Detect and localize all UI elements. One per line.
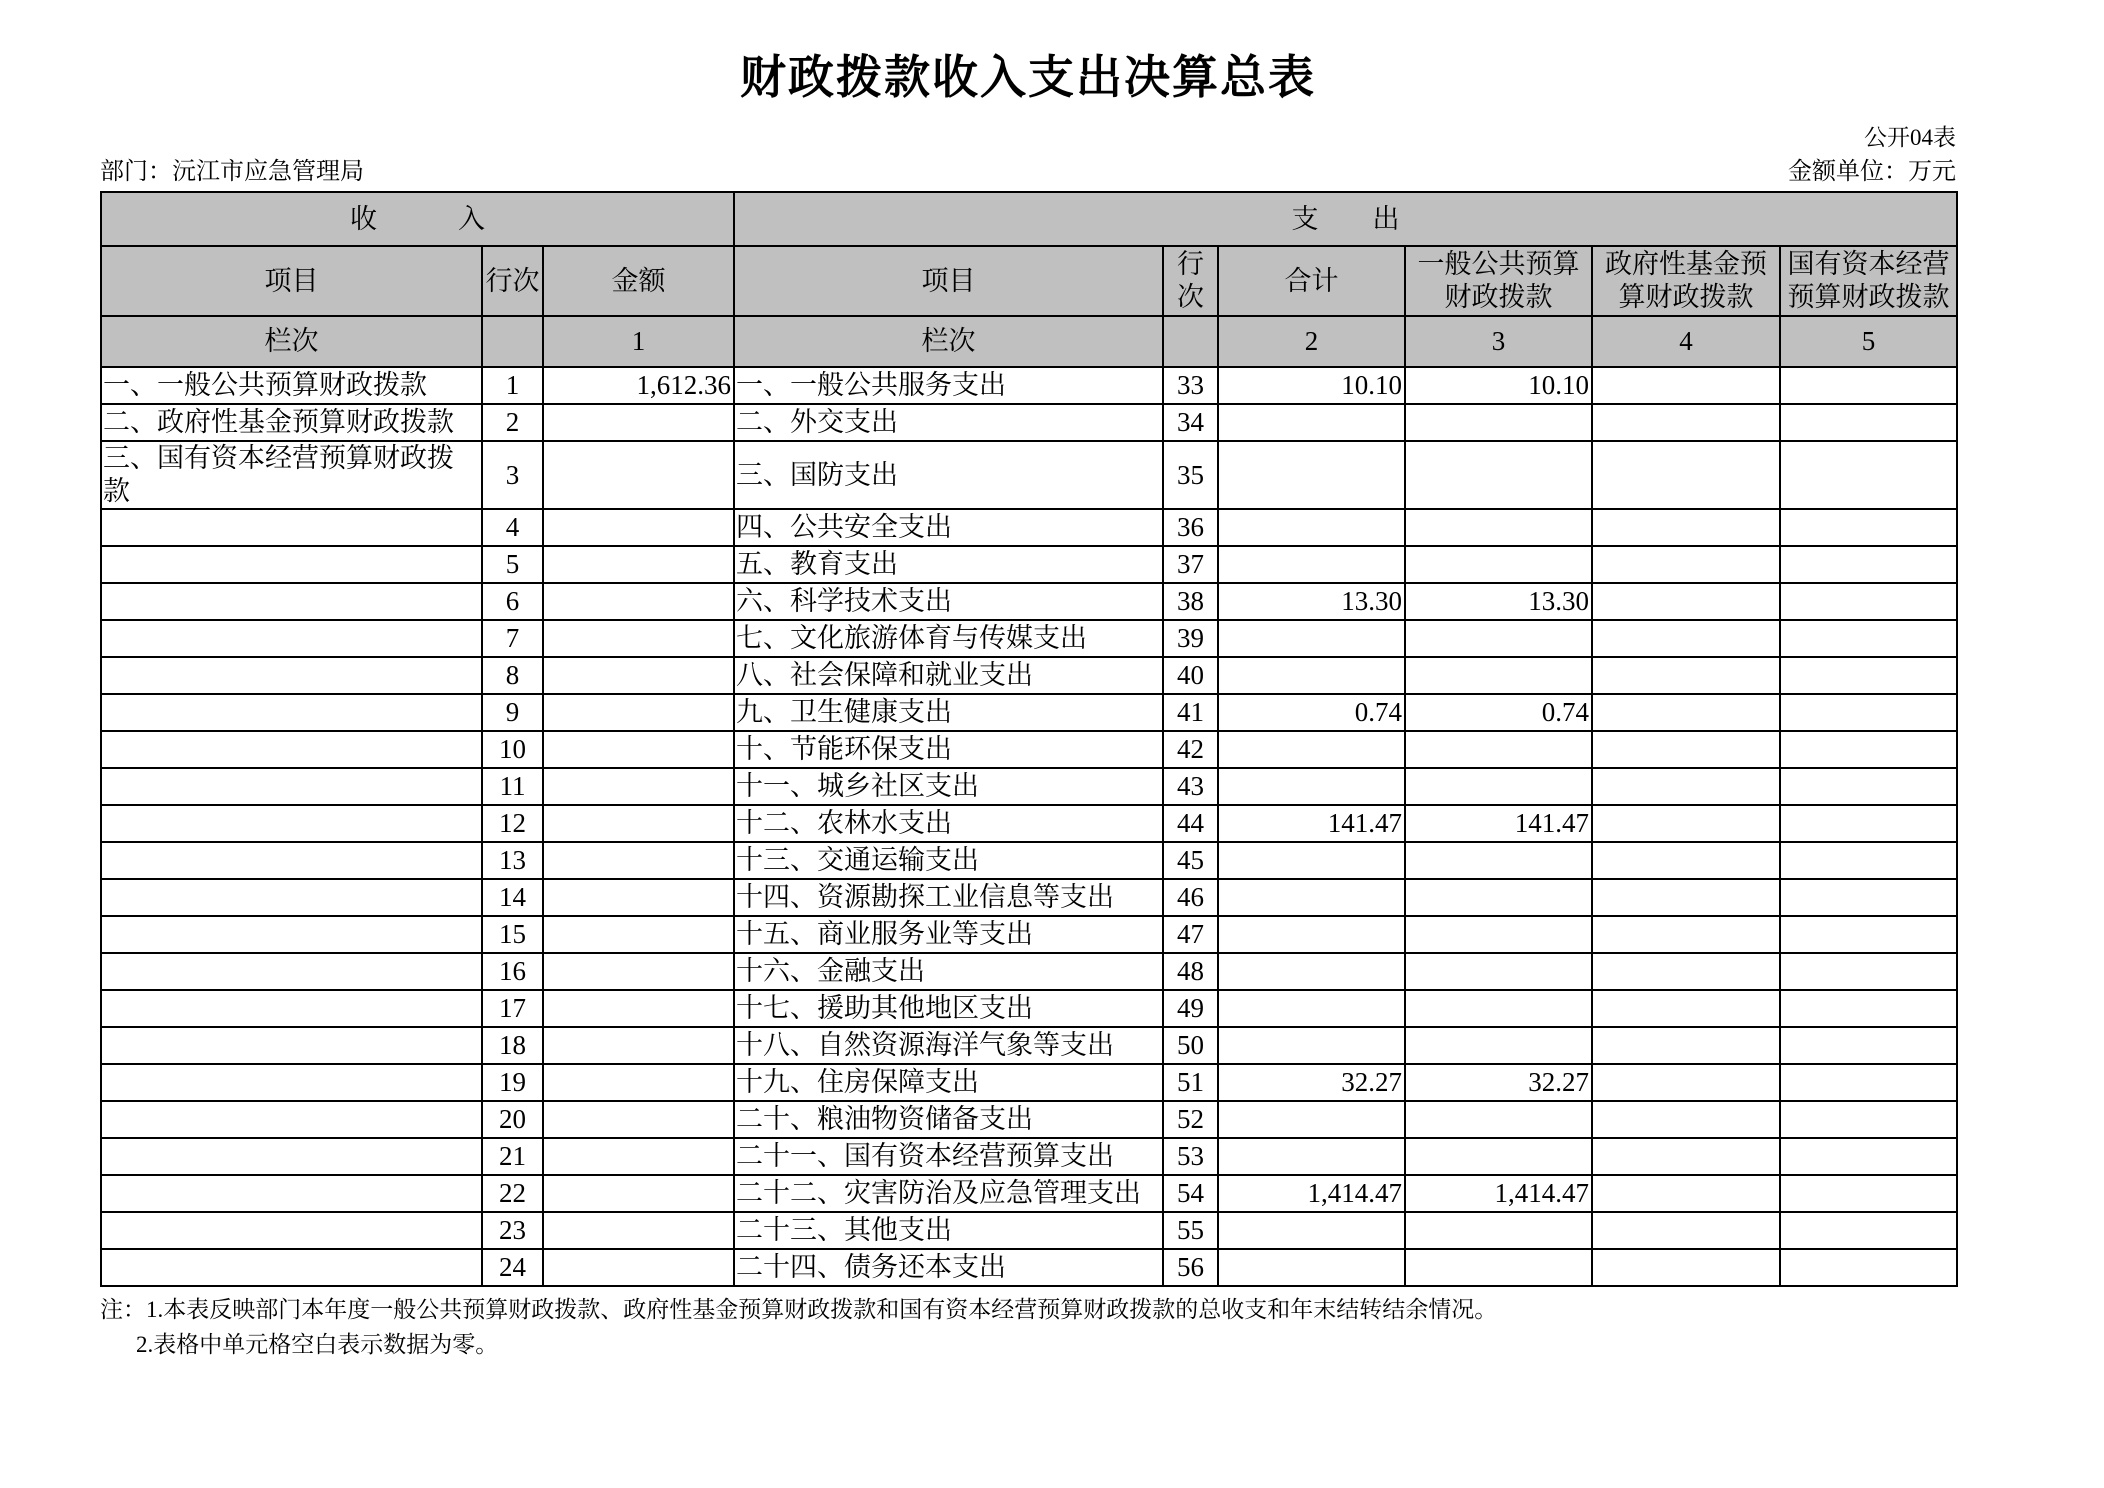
gov-fund-cell [1592, 731, 1780, 768]
table-row [101, 546, 1957, 583]
state-capital-cell [1780, 990, 1957, 1027]
expense-line-cell: 36 [1163, 509, 1218, 546]
gov-fund-cell [1592, 916, 1780, 953]
income-line-cell: 14 [482, 879, 543, 916]
general-budget-cell [1405, 546, 1592, 583]
income-item-cell [101, 694, 482, 731]
income-item-cell [101, 657, 482, 694]
state-capital-cell [1780, 731, 1957, 768]
expense-item-cell: 五、教育支出 [734, 546, 1163, 583]
table-header [101, 192, 1957, 367]
gov-fund-cell [1592, 620, 1780, 657]
general-budget-cell: 141.47 [1405, 805, 1592, 842]
expense-item-cell: 十八、自然资源海洋气象等支出 [734, 1027, 1163, 1064]
table-row [101, 404, 1957, 441]
income-line-cell: 8 [482, 657, 543, 694]
table-row [101, 367, 1957, 404]
table-row [101, 1138, 1957, 1175]
general-budget-cell [1405, 657, 1592, 694]
table-row [101, 879, 1957, 916]
gov-fund-cell [1592, 1175, 1780, 1212]
gov-fund-cell [1592, 1212, 1780, 1249]
expense-item-cell: 十四、资源勘探工业信息等支出 [734, 879, 1163, 916]
general-budget-cell [1405, 441, 1592, 509]
income-line-cell: 16 [482, 953, 543, 990]
gov-fund-cell [1592, 768, 1780, 805]
table-row [101, 768, 1957, 805]
expense-line-cell: 47 [1163, 916, 1218, 953]
state-capital-cell [1780, 1249, 1957, 1286]
income-item-cell [101, 1249, 482, 1286]
income-line-cell: 24 [482, 1249, 543, 1286]
gov-fund-cell [1592, 546, 1780, 583]
state-capital-cell [1780, 1064, 1957, 1101]
total-cell [1218, 731, 1405, 768]
page-title: 财政拨款收入支出决算总表 [740, 52, 1316, 103]
total-header: 合计 [1218, 246, 1405, 316]
income-item-cell [101, 990, 482, 1027]
general-budget-cell [1405, 1027, 1592, 1064]
total-cell [1218, 842, 1405, 879]
expense-item-cell: 二十一、国有资本经营预算支出 [734, 1138, 1163, 1175]
col-index-2: 2 [1218, 316, 1405, 367]
table-code: 公开04表 [1864, 125, 1956, 151]
table-row [101, 1101, 1957, 1138]
income-item-cell [101, 731, 482, 768]
state-capital-cell [1780, 953, 1957, 990]
table-row [101, 620, 1957, 657]
expense-line-cell: 51 [1163, 1064, 1218, 1101]
expense-item-cell: 十九、住房保障支出 [734, 1064, 1163, 1101]
income-item-cell [101, 1212, 482, 1249]
income-amount-cell [543, 879, 734, 916]
unit-label: 金额单位：万元 [1788, 159, 1956, 186]
expense-item-cell: 二十三、其他支出 [734, 1212, 1163, 1249]
total-cell: 13.30 [1218, 583, 1405, 620]
income-line-cell: 20 [482, 1101, 543, 1138]
state-capital-cell [1780, 879, 1957, 916]
income-amount-cell [543, 1027, 734, 1064]
expense-group-header: 支 出 [734, 192, 1957, 246]
income-line-cell: 5 [482, 546, 543, 583]
table-row [101, 694, 1957, 731]
state-capital-cell [1780, 805, 1957, 842]
general-budget-cell [1405, 1212, 1592, 1249]
expense-item-cell: 六、科学技术支出 [734, 583, 1163, 620]
general-budget-cell: 0.74 [1405, 694, 1592, 731]
income-line-cell: 3 [482, 441, 543, 509]
income-line-cell: 15 [482, 916, 543, 953]
col-index-4: 4 [1592, 316, 1780, 367]
group-header-row [101, 192, 1957, 246]
income-amount-cell [543, 1249, 734, 1286]
income-group-header: 收 入 [101, 192, 734, 246]
general-budget-cell [1405, 916, 1592, 953]
expense-line-cell: 43 [1163, 768, 1218, 805]
total-cell [1218, 1101, 1405, 1138]
table-row [101, 916, 1957, 953]
table-row [101, 842, 1957, 879]
table-row [101, 1027, 1957, 1064]
income-line-cell: 4 [482, 509, 543, 546]
expense-line-cell: 38 [1163, 583, 1218, 620]
expense-line-cell: 40 [1163, 657, 1218, 694]
income-item-cell [101, 620, 482, 657]
expense-line-cell: 45 [1163, 842, 1218, 879]
income-item-cell [101, 1064, 482, 1101]
total-cell [1218, 768, 1405, 805]
income-item-cell [101, 583, 482, 620]
expense-item-cell: 十二、农林水支出 [734, 805, 1163, 842]
expense-line-cell: 49 [1163, 990, 1218, 1027]
income-line-cell: 6 [482, 583, 543, 620]
expense-item-header: 项目 [734, 246, 1163, 316]
expense-line-cell: 34 [1163, 404, 1218, 441]
gov-fund-cell [1592, 990, 1780, 1027]
expense-item-cell: 二十四、债务还本支出 [734, 1249, 1163, 1286]
expense-item-cell: 十、节能环保支出 [734, 731, 1163, 768]
income-item-cell [101, 546, 482, 583]
table-row [101, 953, 1957, 990]
income-line-header: 行次 [482, 246, 543, 316]
gov-fund-cell [1592, 842, 1780, 879]
income-item-cell [101, 916, 482, 953]
income-line-cell: 9 [482, 694, 543, 731]
income-item-cell [101, 509, 482, 546]
expense-line-cell: 48 [1163, 953, 1218, 990]
general-budget-cell [1405, 731, 1592, 768]
total-cell [1218, 620, 1405, 657]
general-budget-cell [1405, 879, 1592, 916]
total-cell: 141.47 [1218, 805, 1405, 842]
state-capital-cell [1780, 694, 1957, 731]
state-capital-cell [1780, 509, 1957, 546]
income-line-cell: 11 [482, 768, 543, 805]
general-budget-cell: 1,414.47 [1405, 1175, 1592, 1212]
income-amount-cell [543, 404, 734, 441]
income-line-cell: 13 [482, 842, 543, 879]
expense-line-cell: 42 [1163, 731, 1218, 768]
income-amount-cell [543, 768, 734, 805]
state-capital-cell [1780, 367, 1957, 404]
income-line-cell: 21 [482, 1138, 543, 1175]
income-line-colindex-cell [482, 316, 543, 367]
total-cell [1218, 509, 1405, 546]
expense-item-cell: 四、公共安全支出 [734, 509, 1163, 546]
general-budget-cell [1405, 1249, 1592, 1286]
income-item-cell [101, 879, 482, 916]
state-capital-cell [1780, 657, 1957, 694]
expense-item-cell: 二十、粮油物资储备支出 [734, 1101, 1163, 1138]
expense-item-cell: 十一、城乡社区支出 [734, 768, 1163, 805]
expense-line-cell: 52 [1163, 1101, 1218, 1138]
total-cell [1218, 1138, 1405, 1175]
expense-colindex-label: 栏次 [734, 316, 1163, 367]
income-amount-cell [543, 805, 734, 842]
expense-line-cell: 35 [1163, 441, 1218, 509]
income-item-cell [101, 1027, 482, 1064]
note-1: 注：1.本表反映部门本年度一般公共预算财政拨款、政府性基金预算财政拨款和国有资本经营预算财政拨款的总收支和年末结转结余情况。 [100, 1297, 1498, 1323]
state-capital-cell [1780, 620, 1957, 657]
state-capital-cell [1780, 1175, 1957, 1212]
gov-fund-cell [1592, 1138, 1780, 1175]
expense-line-cell: 54 [1163, 1175, 1218, 1212]
meta-line [100, 157, 1956, 188]
state-capital-cell [1780, 1101, 1957, 1138]
total-cell [1218, 1212, 1405, 1249]
expense-item-cell: 三、国防支出 [734, 441, 1163, 509]
total-cell [1218, 546, 1405, 583]
expense-line-cell: 44 [1163, 805, 1218, 842]
income-item-cell: 一、一般公共预算财政拨款 [101, 367, 482, 404]
table-row [101, 1064, 1957, 1101]
total-cell [1218, 879, 1405, 916]
income-amount-cell [543, 620, 734, 657]
general-budget-cell: 10.10 [1405, 367, 1592, 404]
gov-fund-cell [1592, 367, 1780, 404]
gov-fund-cell [1592, 694, 1780, 731]
expense-line-cell: 46 [1163, 879, 1218, 916]
table-row [101, 441, 1957, 509]
expense-line-colindex-cell [1163, 316, 1218, 367]
income-amount-cell [543, 509, 734, 546]
table-row [101, 583, 1957, 620]
expense-line-cell: 50 [1163, 1027, 1218, 1064]
total-cell [1218, 441, 1405, 509]
income-item-header: 项目 [101, 246, 482, 316]
expense-item-cell: 七、文化旅游体育与传媒支出 [734, 620, 1163, 657]
state-capital-cell [1780, 583, 1957, 620]
gov-fund-cell [1592, 879, 1780, 916]
income-item-cell [101, 768, 482, 805]
expense-item-cell: 十六、金融支出 [734, 953, 1163, 990]
income-item-cell [101, 1138, 482, 1175]
expense-item-cell: 十五、商业服务业等支出 [734, 916, 1163, 953]
gov-fund-cell [1592, 441, 1780, 509]
col-index-5: 5 [1780, 316, 1957, 367]
gov-fund-cell [1592, 1064, 1780, 1101]
income-amount-cell: 1,612.36 [543, 367, 734, 404]
general-budget-cell [1405, 842, 1592, 879]
income-amount-cell [543, 583, 734, 620]
income-line-cell: 1 [482, 367, 543, 404]
table-row [101, 1249, 1957, 1286]
table-row [101, 990, 1957, 1027]
state-capital-header: 国有资本经营预算财政拨款 [1780, 246, 1957, 316]
income-item-cell [101, 842, 482, 879]
gov-fund-header: 政府性基金预算财政拨款 [1592, 246, 1780, 316]
total-cell [1218, 916, 1405, 953]
expense-item-cell: 十七、援助其他地区支出 [734, 990, 1163, 1027]
footer-notes [100, 1293, 1956, 1362]
income-item-cell: 二、政府性基金预算财政拨款 [101, 404, 482, 441]
general-budget-cell [1405, 404, 1592, 441]
expense-item-cell: 二十二、灾害防治及应急管理支出 [734, 1175, 1163, 1212]
total-cell [1218, 1027, 1405, 1064]
column-index-row [101, 316, 1957, 367]
total-cell [1218, 404, 1405, 441]
general-budget-cell [1405, 768, 1592, 805]
expense-item-cell: 九、卫生健康支出 [734, 694, 1163, 731]
table-row [101, 731, 1957, 768]
income-amount-cell [543, 1212, 734, 1249]
gov-fund-cell [1592, 805, 1780, 842]
expense-line-cell: 56 [1163, 1249, 1218, 1286]
income-amount-header: 金额 [543, 246, 734, 316]
income-amount-cell [543, 1064, 734, 1101]
general-budget-cell [1405, 953, 1592, 990]
income-line-cell: 18 [482, 1027, 543, 1064]
income-line-cell: 10 [482, 731, 543, 768]
income-line-cell: 12 [482, 805, 543, 842]
gov-fund-cell [1592, 1249, 1780, 1286]
income-item-cell [101, 1101, 482, 1138]
general-budget-cell [1405, 990, 1592, 1027]
expense-item-cell: 八、社会保障和就业支出 [734, 657, 1163, 694]
total-cell: 0.74 [1218, 694, 1405, 731]
table-body [101, 367, 1957, 1286]
expense-line-cell: 41 [1163, 694, 1218, 731]
expense-item-cell: 一、一般公共服务支出 [734, 367, 1163, 404]
state-capital-cell [1780, 916, 1957, 953]
state-capital-cell [1780, 546, 1957, 583]
general-budget-cell [1405, 1138, 1592, 1175]
income-amount-cell [543, 1138, 734, 1175]
state-capital-cell [1780, 1138, 1957, 1175]
income-amount-cell [543, 916, 734, 953]
expense-line-cell: 39 [1163, 620, 1218, 657]
gov-fund-cell [1592, 509, 1780, 546]
table-row [101, 1212, 1957, 1249]
gov-fund-cell [1592, 1027, 1780, 1064]
state-capital-cell [1780, 404, 1957, 441]
income-amount-cell [543, 953, 734, 990]
department-label: 部门：沅江市应急管理局 [100, 159, 364, 186]
state-capital-cell [1780, 441, 1957, 509]
column-header-row [101, 246, 1957, 316]
table-row [101, 509, 1957, 546]
total-cell: 10.10 [1218, 367, 1405, 404]
gov-fund-cell [1592, 953, 1780, 990]
table-row [101, 1175, 1957, 1212]
income-amount-cell [543, 990, 734, 1027]
income-line-cell: 19 [482, 1064, 543, 1101]
state-capital-cell [1780, 1212, 1957, 1249]
fiscal-table [100, 191, 1958, 1287]
general-budget-cell [1405, 509, 1592, 546]
income-amount-cell [543, 1175, 734, 1212]
total-cell [1218, 953, 1405, 990]
col-index-1: 1 [543, 316, 734, 367]
total-cell: 32.27 [1218, 1064, 1405, 1101]
total-cell: 1,414.47 [1218, 1175, 1405, 1212]
state-capital-cell [1780, 768, 1957, 805]
col-index-3: 3 [1405, 316, 1592, 367]
table-row [101, 805, 1957, 842]
gov-fund-cell [1592, 657, 1780, 694]
income-item-cell [101, 1175, 482, 1212]
note-2: 2.表格中单元格空白表示数据为零。 [136, 1331, 499, 1357]
general-budget-cell [1405, 1101, 1592, 1138]
total-cell [1218, 1249, 1405, 1286]
expense-item-cell: 十三、交通运输支出 [734, 842, 1163, 879]
income-amount-cell [543, 657, 734, 694]
income-line-cell: 7 [482, 620, 543, 657]
general-budget-cell: 32.27 [1405, 1064, 1592, 1101]
state-capital-cell [1780, 842, 1957, 879]
state-capital-cell [1780, 1027, 1957, 1064]
income-amount-cell [543, 731, 734, 768]
income-amount-cell [543, 842, 734, 879]
gov-fund-cell [1592, 404, 1780, 441]
expense-line-cell: 53 [1163, 1138, 1218, 1175]
income-amount-cell [543, 441, 734, 509]
income-amount-cell [543, 546, 734, 583]
gov-fund-cell [1592, 1101, 1780, 1138]
income-line-cell: 23 [482, 1212, 543, 1249]
general-budget-cell: 13.30 [1405, 583, 1592, 620]
expense-line-header: 行次 [1163, 246, 1218, 316]
general-budget-cell [1405, 620, 1592, 657]
table-row [101, 657, 1957, 694]
general-budget-header: 一般公共预算财政拨款 [1405, 246, 1592, 316]
income-item-cell [101, 953, 482, 990]
income-line-cell: 22 [482, 1175, 543, 1212]
total-cell [1218, 657, 1405, 694]
expense-item-cell: 二、外交支出 [734, 404, 1163, 441]
income-item-cell: 三、国有资本经营预算财政拨款 [101, 441, 482, 509]
income-line-cell: 17 [482, 990, 543, 1027]
income-line-cell: 2 [482, 404, 543, 441]
income-amount-cell [543, 1101, 734, 1138]
expense-line-cell: 55 [1163, 1212, 1218, 1249]
gov-fund-cell [1592, 583, 1780, 620]
expense-line-cell: 33 [1163, 367, 1218, 404]
income-colindex-label: 栏次 [101, 316, 482, 367]
total-cell [1218, 990, 1405, 1027]
income-item-cell [101, 805, 482, 842]
income-amount-cell [543, 694, 734, 731]
expense-line-cell: 37 [1163, 546, 1218, 583]
